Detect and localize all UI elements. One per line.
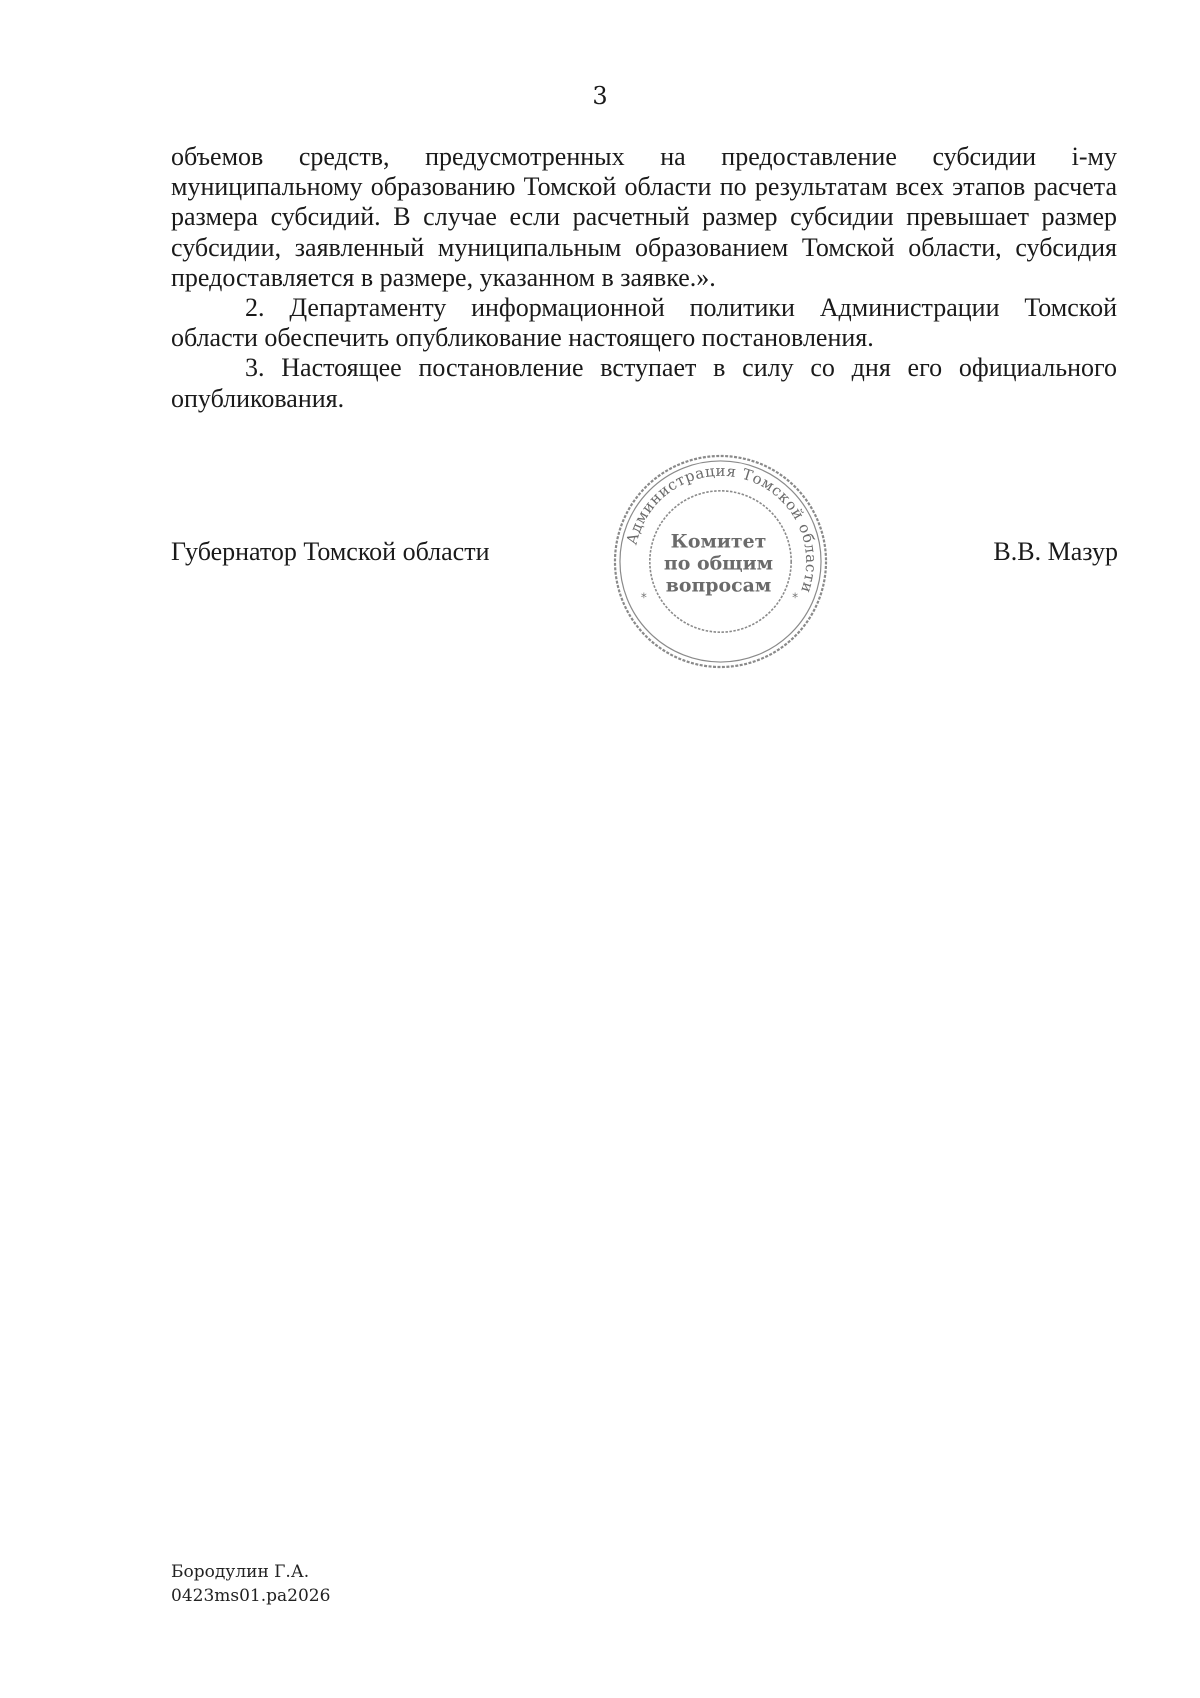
footer-block [171,1560,330,1608]
stamp-center-line-1: Комитет [670,530,767,553]
executor-name: Бородулин Г.А. [171,1562,310,1582]
paragraph-continuation: объемов средств, предусмотренных на предоставление субсидии i-му муниципальному образованию Томской области по результатам всех этапов расчета размера субсидий. В случае если расчетный размер субсидии превышает размер субсидии, заявленный муниципальным образованием Томской области, субсидия предоставляется в размере, указанном в заявке.». [171,142,1117,292]
page-number: 3 [592,82,608,110]
paragraph-item-2: 2. Департаменту информационной политики Администрации Томской области обеспечить опубликование настоящего постановления. [171,293,1117,353]
official-stamp [611,452,830,671]
stamp-outer-text: Администрация Томской области [622,461,821,596]
signatory-title: Губернатор Томской области [171,537,490,566]
signatory-name: В.В. Мазур [993,537,1118,566]
paragraph-item-3: 3. Настоящее постановление вступает в силу со дня его официального опубликования. [171,353,1117,413]
stamp-center-line-3: вопросам [665,574,772,597]
stamp-star-left: * [640,590,647,605]
stamp-center-line-2: по общим [663,552,774,575]
document-body [171,142,1117,414]
stamp-star-right: * [792,590,799,605]
file-code: 0423ms01.pa2026 [171,1586,331,1606]
